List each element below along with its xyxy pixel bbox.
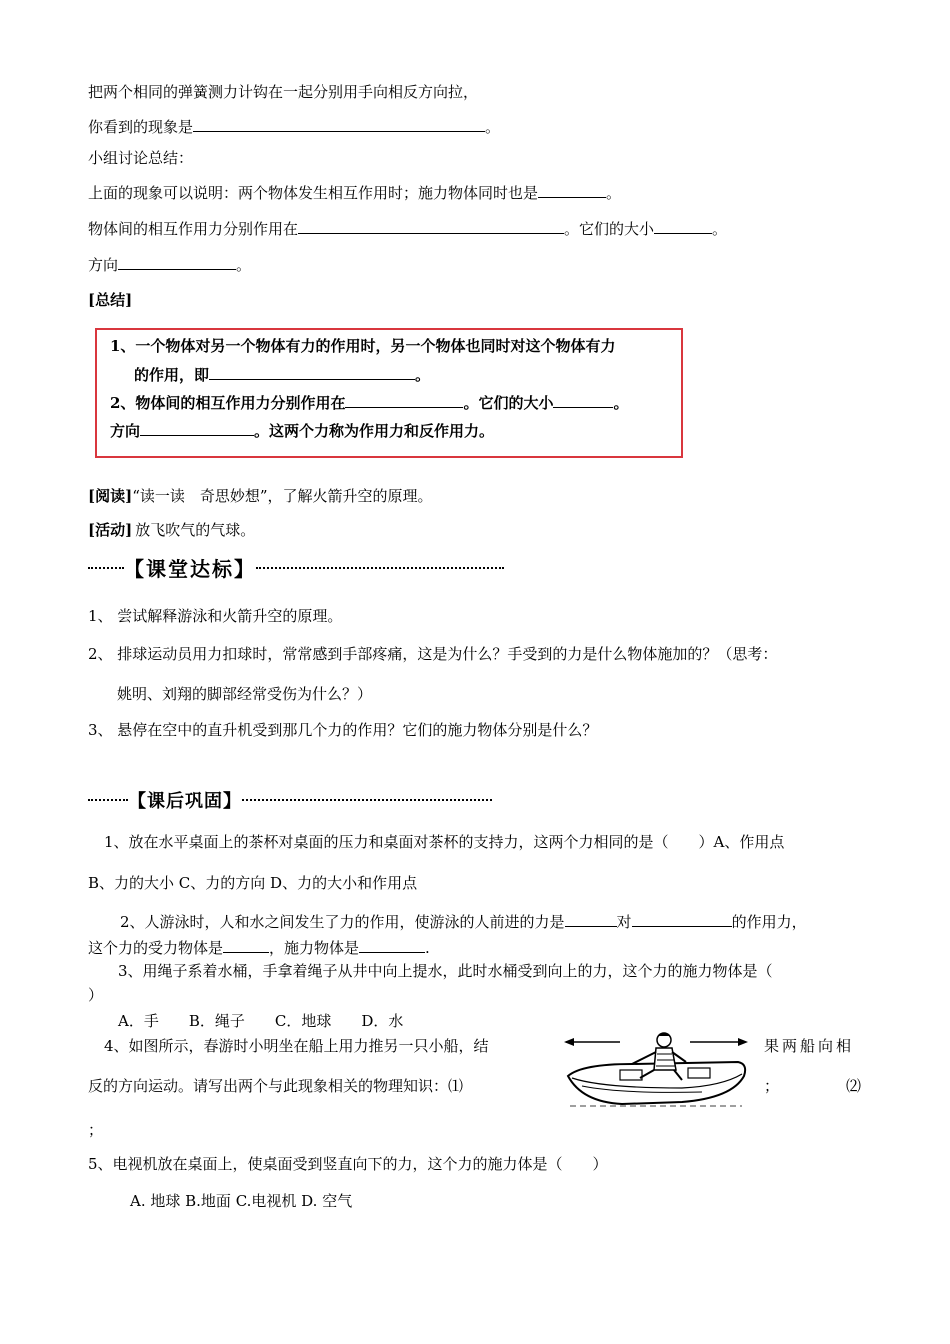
after-banner: [88, 787, 492, 813]
after-q2-text-f: .: [425, 939, 430, 957]
after-q4-line-1-right: 果两船向相: [764, 1037, 855, 1055]
activity-text: 放飞吹气的气球。: [135, 521, 256, 539]
classroom-q2-line-1: 2、 排球运动员用力扣球时，常常感到手部疼痛，这是为什么？手受到的力是什么物体施加的？（思考：: [88, 645, 778, 663]
classroom-q2-line-2: 姚明、刘翔的脚部经常受伤为什么？）: [117, 685, 373, 703]
blank-applying-object[interactable]: [359, 937, 425, 953]
boat-illustration: [562, 1028, 752, 1110]
intro-line-5-end: 。: [712, 220, 728, 238]
intro-line-6-text: 方向: [88, 256, 119, 274]
blank-direction[interactable]: [118, 254, 236, 270]
intro-line-6: [88, 254, 251, 275]
intro-line-5: [88, 218, 727, 239]
summary-label: [总结]: [88, 291, 133, 309]
banner-dots-right: [256, 567, 504, 569]
after-q2-line-2: [88, 937, 430, 958]
activity-line: [88, 520, 255, 540]
summary-point-2: [110, 392, 628, 413]
read-line: [88, 486, 433, 506]
after-banner-dots-left: [88, 799, 128, 801]
read-label: [阅读]: [88, 487, 133, 505]
blank-force-receiver[interactable]: [632, 911, 732, 927]
after-q2-text-b: 对: [616, 913, 632, 931]
summary-point-3-text: 方向: [110, 422, 141, 440]
summary-point-3-end: 。这两个力称为作用力和反作用力。: [254, 422, 495, 440]
blank-act-on[interactable]: [298, 218, 564, 234]
blank-receiver[interactable]: [538, 182, 606, 198]
after-q5-options: A. 地球 B.地面 C.电视机 D. 空气: [130, 1192, 353, 1210]
summary-point-1-line-1: 1、一个物体对另一个物体有力的作用时，另一个物体也同时对这个物体有力: [110, 337, 616, 355]
intro-line-4: [88, 182, 621, 203]
blank-magnitude[interactable]: [654, 218, 712, 234]
after-q2-text-a: 2、人游泳时，人和水之间发生了力的作用，使游泳的人前进的力是: [120, 913, 565, 931]
blank-phenomenon[interactable]: [193, 116, 485, 132]
blank-summary-magnitude[interactable]: [553, 392, 613, 408]
intro-line-6-end: 。: [236, 256, 252, 274]
after-q1-line-1: 1、放在水平桌面上的茶杯对桌面的压力和桌面对茶杯的支持力，这两个力相同的是（ ）A、作用点: [104, 833, 785, 851]
classroom-q1: 1、 尝试解释游泳和火箭升空的原理。: [88, 607, 343, 625]
intro-line-2-end: 。: [485, 118, 501, 136]
summary-point-2-mid: 。它们的大小: [463, 394, 554, 412]
intro-line-4-end: 。: [606, 184, 622, 202]
intro-line-1: 把两个相同的弹簧测力计钩在一起分别用手向相反方向拉，: [88, 83, 479, 101]
intro-line-2: [88, 116, 500, 137]
intro-line-5-text: 物体间的相互作用力分别作用在: [88, 220, 299, 238]
after-q4-blank-1-end: ；: [764, 1077, 780, 1095]
after-q2-line-1: [120, 911, 807, 932]
after-q3-options: A．手 B．绳子 C．地球 D．水: [118, 1012, 404, 1030]
summary-point-1-line-2: [134, 364, 430, 385]
after-q1-line-2: B、力的大小 C、力的方向 D、力的大小和作用点: [88, 874, 418, 892]
after-title: 【课后巩固】: [128, 791, 242, 812]
after-q2-text-c: 的作用力，: [731, 913, 807, 931]
after-q2-text-e: ，施力物体是: [269, 939, 360, 957]
blank-receiving-object[interactable]: [223, 937, 269, 953]
intro-line-3: 小组讨论总结：: [88, 149, 194, 167]
after-q4-line-1: 4、如图所示，春游时小明坐在船上用力推另一只小船，结: [104, 1037, 489, 1055]
after-q5: 5、电视机放在桌面上，使桌面受到竖直向下的力，这个力的施力体是（ ）: [88, 1155, 608, 1173]
after-q4-line-2: 反的方向运动。请写出两个与此现象相关的物理知识：⑴: [88, 1077, 464, 1095]
blank-summary-act-on[interactable]: [345, 392, 463, 408]
after-q2-text-d: 这个力的受力物体是: [88, 939, 224, 957]
banner-dots-left: [88, 567, 124, 569]
after-banner-dots-right: [242, 799, 492, 801]
activity-label: [活动]: [88, 521, 133, 539]
summary-point-2-text: 2、物体间的相互作用力分别作用在: [110, 394, 346, 412]
after-q3-line-1: 3、用绳子系着水桶，手拿着绳子从井中向上提水，此时水桶受到向上的力，这个力的施力物体是（: [118, 962, 773, 980]
summary-point-2-end: 。: [613, 394, 629, 412]
summary-point-3: [110, 420, 494, 441]
read-text: “读一读 奇思妙想”，了解火箭升空的原理。: [132, 487, 433, 505]
intro-line-2-text: 你看到的现象是: [88, 118, 194, 136]
blank-summary-direction[interactable]: [140, 420, 254, 436]
classroom-q3: 3、 悬停在空中的直升机受到那几个力的作用？它们的施力物体分别是什么？: [88, 721, 598, 739]
after-q4-item-2: ⑵: [846, 1077, 862, 1095]
after-q3-line-2: ）: [88, 986, 104, 1004]
intro-line-5-mid: 。它们的大小: [564, 220, 655, 238]
blank-summary-1[interactable]: [209, 364, 415, 380]
classroom-title: 【课堂达标】: [124, 557, 256, 581]
intro-line-4-text: 上面的现象可以说明：两个物体发生相互作用时；施力物体同时也是: [88, 184, 539, 202]
classroom-banner: [88, 553, 504, 582]
after-q4-line-3: ；: [88, 1121, 104, 1139]
summary-box: [95, 328, 683, 458]
summary-point-1-end: 。: [415, 366, 431, 384]
summary-point-1-text: 的作用，即: [134, 366, 210, 384]
blank-force-giver[interactable]: [565, 911, 617, 927]
